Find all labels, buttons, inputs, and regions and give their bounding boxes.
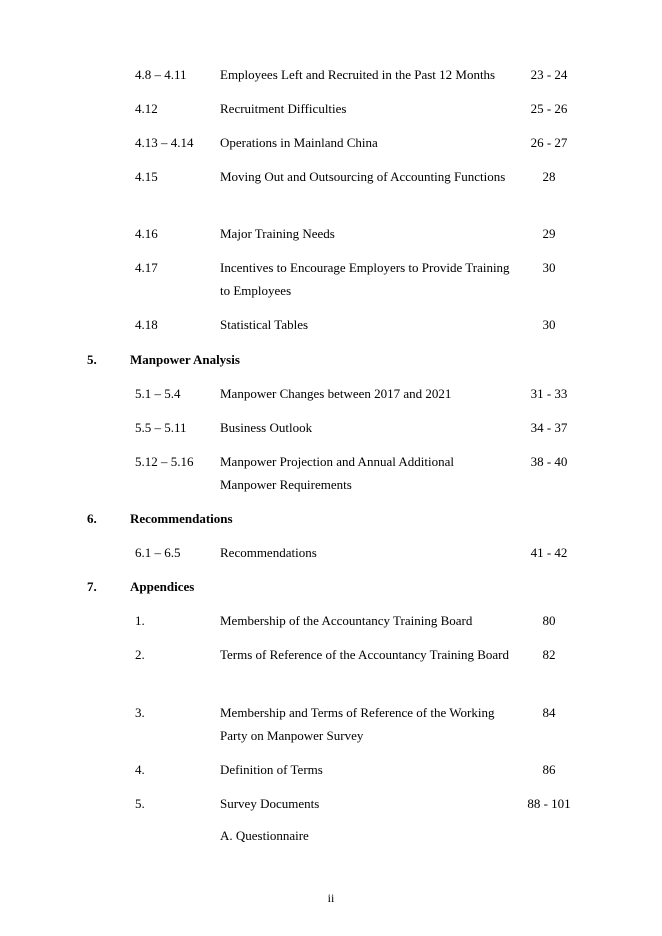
entry-pages: 29 [542, 226, 556, 241]
entry-number: 2. [135, 647, 145, 662]
entry-pages: 86 [542, 762, 556, 777]
entry-number: 5.5 – 5.11 [135, 420, 187, 435]
entry-pages: 84 [542, 705, 556, 720]
entry-number: 5.12 – 5.16 [135, 454, 194, 469]
entry-title: Membership and Terms of Reference of the Working Party on Manpower Survey [220, 705, 495, 743]
entry-pages: 25 - 26 [530, 101, 568, 116]
entry-pages: 82 [542, 647, 556, 662]
entry-pages: 41 - 42 [530, 545, 568, 560]
entry-number: 4.13 – 4.14 [135, 135, 194, 150]
entry-title: Statistical Tables [220, 317, 309, 332]
entry-title: Survey Documents [220, 796, 320, 811]
entry-title: Manpower Projection and Annual Additional Manpower Requirements [220, 454, 454, 492]
entry-pages: 88 - 101 [527, 796, 571, 811]
entry-title: Business Outlook [220, 420, 313, 435]
entry-pages: 30 [542, 317, 556, 332]
entry-title: Definition of Terms [220, 762, 323, 777]
entry-title: Membership of the Accountancy Training Board [220, 613, 473, 628]
entry-title: Major Training Needs [220, 226, 335, 241]
entry-number: 4.15 [135, 169, 158, 184]
entry-title: Recruitment Difficulties [220, 101, 347, 116]
entry-pages: 28 [542, 169, 556, 184]
entry-number: 4.12 [135, 101, 158, 116]
section-title: Recommendations [130, 511, 233, 526]
section-number: 6. [87, 511, 97, 526]
section-title: Manpower Analysis [130, 352, 240, 367]
section-number: 5. [87, 352, 97, 367]
entry-number: 4.16 [135, 226, 158, 241]
entry-number: 6.1 – 6.5 [135, 545, 181, 560]
entry-number: 5.1 – 5.4 [135, 386, 181, 401]
entry-number: 4.18 [135, 317, 158, 332]
entry-title: Incentives to Encourage Employers to Provide Training to Employees [220, 260, 510, 298]
entry-pages: 26 - 27 [530, 135, 568, 150]
entry-title: Terms of Reference of the Accountancy Training Board [220, 647, 509, 662]
entry-title: Employees Left and Recruited in the Past 12 Months [220, 67, 496, 82]
page-number: ii [327, 891, 335, 905]
section-number: 7. [87, 579, 97, 594]
entry-pages: 23 - 24 [530, 67, 568, 82]
entry-number: 4. [135, 762, 145, 777]
entry-number: 5. [135, 796, 145, 811]
entry-pages: 30 [542, 260, 556, 275]
entry-pages: 80 [542, 613, 556, 628]
entry-number: 4.17 [135, 260, 158, 275]
entry-number: 4.8 – 4.11 [135, 67, 187, 82]
entry-number: 3. [135, 705, 145, 720]
entry-pages: 38 - 40 [530, 454, 568, 469]
entry-title: Moving Out and Outsourcing of Accounting Functions [220, 169, 506, 184]
entry-number: 1. [135, 613, 145, 628]
entry-pages: 31 - 33 [530, 386, 568, 401]
toc-sub-item: A. Questionnaire [220, 828, 309, 843]
entry-title: Manpower Changes between 2017 and 2021 [220, 386, 452, 401]
entry-pages: 34 - 37 [530, 420, 568, 435]
entry-title: Recommendations [220, 545, 317, 560]
entry-title: Operations in Mainland China [220, 135, 378, 150]
section-title: Appendices [130, 579, 195, 594]
